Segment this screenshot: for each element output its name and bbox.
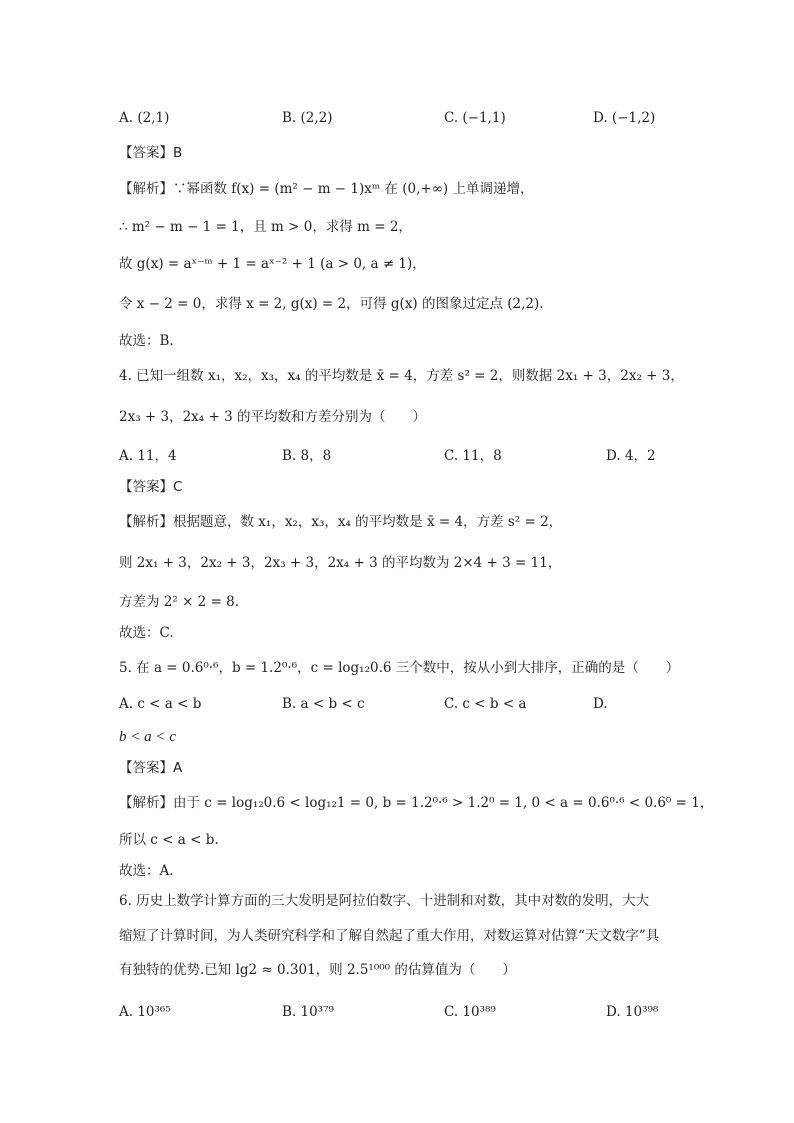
q4-option-a: A. 11，4	[119, 448, 177, 464]
q4-analysis-line-2: 则 2x₁ + 3，2x₂ + 3，2x₃ + 3，2x₄ + 3 的平均数为 2×4 + 3 = 11，	[119, 555, 562, 571]
q4-option-d: D. 4，2	[606, 448, 656, 464]
q5-option-c: C. c < b < a	[444, 696, 527, 712]
q6-option-d: D. 10³⁹⁸	[606, 1004, 659, 1020]
q3-analysis-line-2: ∴ m² − m − 1 = 1，且 m > 0，求得 m = 2，	[119, 219, 412, 235]
q3-analysis-line-3: 故 g(x) = aˣ⁻ᵐ + 1 = aˣ⁻² + 1 (a > 0, a ≠ 1)，	[119, 256, 426, 272]
q6-stem-line-2: 缩短了计算时间，为人类研究科学和了解自然起了重大作用，对数运算对估算“天文数字”具	[119, 928, 660, 944]
q3-analysis-line-1: 【解析】∵幂函数 f(x) = (m² − m − 1)xᵐ 在 (0,+∞) 上单调递增，	[119, 181, 534, 197]
q3-option-a: A. (2,1)	[119, 110, 170, 126]
q4-option-c: C. 11，8	[444, 448, 502, 464]
q3-option-c: C. (−1,1)	[444, 110, 506, 126]
q4-option-b: B. 8，8	[282, 448, 332, 464]
q5-analysis-line-2: 所以 c < a < b.	[119, 832, 219, 848]
q5-option-d: D.	[593, 696, 608, 712]
q5-stem: 5. 在 a = 0.6⁰·⁶，b = 1.2⁰·⁶，c = log₁₂0.6 三个数中，按从小到大排序，正确的是（ ）	[119, 660, 680, 676]
q4-stem-line-1: 4. 已知一组数 x₁，x₂，x₃，x₄ 的平均数是 x̄ = 4，方差 s² = 2，则数据 2x₁ + 3，2x₂ + 3，	[119, 368, 684, 384]
q3-option-d: D. (−1,2)	[593, 110, 656, 126]
q5-option-d-wrap: b < a < c	[119, 729, 176, 745]
q6-stem-line-3: 有独特的优势.已知 lg2 ≈ 0.301，则 2.5¹⁰⁰⁰ 的估算值为（ ）	[119, 962, 516, 978]
q5-analysis-line-3: 故选：A.	[119, 863, 174, 879]
q3-analysis-line-5: 故选：B.	[119, 333, 174, 349]
q5-answer: 【答案】A	[119, 760, 183, 776]
q4-stem-line-2: 2x₃ + 3，2x₄ + 3 的平均数和方差分别为（ ）	[119, 409, 426, 425]
q4-answer: 【答案】C	[119, 479, 183, 495]
q3-option-b: B. (2,2)	[282, 110, 333, 126]
q5-option-b: B. a < b < c	[282, 696, 365, 712]
q4-analysis-line-1: 【解析】根据题意，数 x₁，x₂，x₃，x₄ 的平均数是 x̄ = 4，方差 s² = 2，	[119, 514, 563, 530]
q6-option-b: B. 10³⁷⁹	[282, 1004, 334, 1020]
q3-analysis-line-4: 令 x − 2 = 0，求得 x = 2, g(x) = 2，可得 g(x) 的图象过定点 (2,2).	[119, 296, 544, 312]
q6-option-a: A. 10³⁶⁵	[119, 1004, 171, 1020]
q4-analysis-line-4: 故选：C.	[119, 625, 174, 641]
q6-stem-line-1: 6. 历史上数学计算方面的三大发明是阿拉伯数字、十进制和对数，其中对数的发明，大大	[119, 893, 650, 909]
q3-answer: 【答案】B	[119, 145, 183, 161]
q5-option-a: A. c < a < b	[119, 696, 202, 712]
q4-analysis-line-3: 方差为 2² × 2 = 8.	[119, 594, 240, 610]
q5-analysis-line-1: 【解析】由于 c = log₁₂0.6 < log₁₂1 = 0, b = 1.2⁰·⁶ > 1.2⁰ = 1, 0 < a = 0.6⁰·⁶ < 0.6⁰ = 1，	[119, 795, 714, 811]
q6-option-c: C. 10³⁸⁹	[444, 1004, 496, 1020]
